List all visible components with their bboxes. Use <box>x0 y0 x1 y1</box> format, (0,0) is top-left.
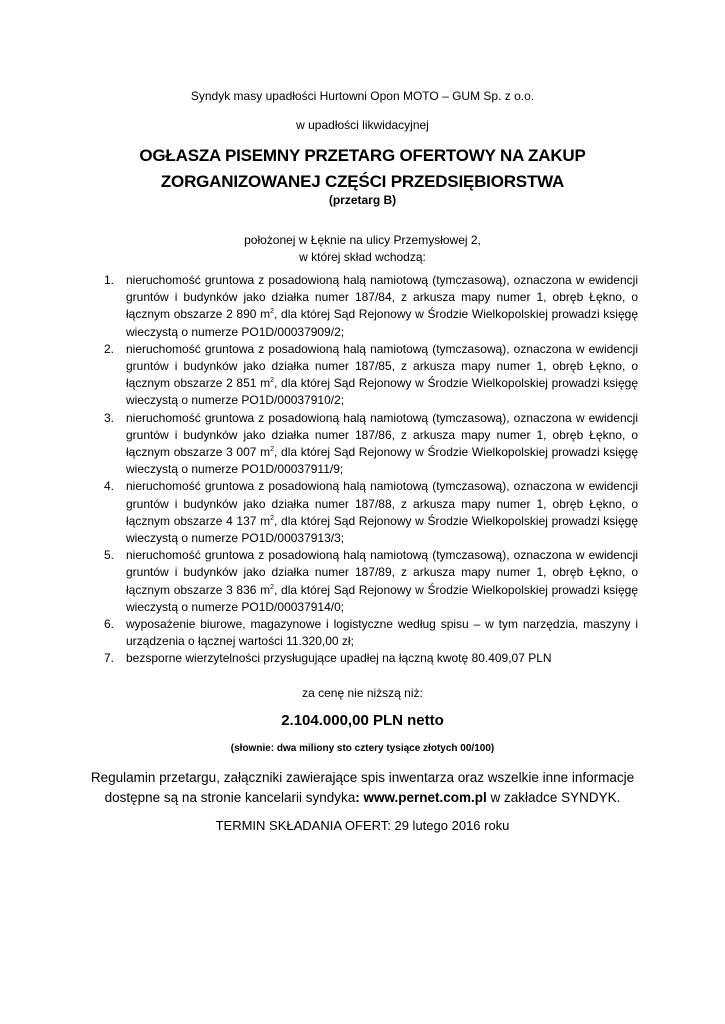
item-text-cont: , dla której Sąd Rejonowy w Środzie Wielkopolskiej prowadzi księgę wieczystą o numerze PO1D/00037911/9; <box>126 445 638 477</box>
list-item <box>104 272 638 341</box>
list-item <box>104 341 638 410</box>
syndyk-line: Syndyk masy upadłości Hurtowni Opon MOTO – GUM Sp. z o.o. <box>190 89 535 103</box>
item-text-cont: , dla której Sąd Rejonowy w Środzie Wielkopolskiej prowadzi księgę wieczystą o numerze PO1D/00037913/3; <box>126 513 638 546</box>
intro <box>0 232 725 266</box>
item-text: nieruchomość gruntowa z posadowioną halą namiotową (tymczasową), oznaczona w ewidencji gruntów i budynków jako działka numer 187/86, z arkusza mapy numer 1, obręb Łękno, o łącznym obszarze 3 007 m <box>126 410 638 460</box>
website-link[interactable]: : www.pernet.com.pl <box>355 790 487 805</box>
price-intro: za cenę nie niższą niż: <box>302 686 423 700</box>
item-text: wyposażenie biurowe, magazynowe i logistyczne według spisu – w tym narzędzia, maszyny i urządzenia o łącznej wartości 11.320,00 zł; <box>126 617 638 649</box>
list-item <box>104 547 638 616</box>
item-sup: 2 <box>270 446 275 454</box>
item-text: nieruchomość gruntowa z posadowioną halą namiotową (tymczasową), oznaczona w ewidencji gruntów i budynków jako działka numer 187/89, z arkusza mapy numer 1, obręb Łękno, o łącznym obszarze 3 836 m <box>126 548 638 597</box>
intro-line-2: w której skład wchodzą: <box>299 250 426 264</box>
item-number: 1. <box>104 273 115 287</box>
item-number: 3. <box>104 410 115 425</box>
item-number: 2. <box>104 341 115 356</box>
asset-list <box>104 272 638 668</box>
page-subtitle: (przetarg B) <box>328 193 397 207</box>
liquidation-line: w upadłości likwidacyjnej <box>296 118 429 132</box>
price-amount: 2.104.000,00 PLN netto <box>281 712 444 729</box>
item-sup: 2 <box>270 308 275 316</box>
item-sup: 2 <box>270 514 275 522</box>
regulamin-line-2 <box>0 788 725 808</box>
item-number: 6. <box>104 617 115 632</box>
offer-deadline: TERMIN SKŁADANIA OFERT: 29 lutego 2016 roku <box>215 818 510 833</box>
list-item <box>104 478 638 547</box>
item-text-cont: , dla której Sąd Rejonowy w Środzie Wielkopolskiej prowadzi księgę wieczystą o numerze PO1D/00037909/2; <box>126 307 638 339</box>
item-sup: 2 <box>270 377 275 385</box>
item-text: bezsporne wierzytelności przysługujące upadłej na łączną kwotę 80.409,07 PLN <box>126 651 552 666</box>
item-text-cont: , dla której Sąd Rejonowy w Środzie Wielkopolskiej prowadzi księgę wieczystą o numerze PO1D/00037914/0; <box>126 582 638 614</box>
regulamin-line-1: Regulamin przetargu, załączniki zawierające spis inwentarza oraz wszelkie inne informacje <box>90 770 635 785</box>
item-text-cont: , dla której Sąd Rejonowy w Środzie Wielkopolskiej prowadzi księgę wieczystą o numerze PO1D/00037910/2; <box>126 376 638 408</box>
page-title <box>0 143 725 195</box>
title-line-1: OGŁASZA PISEMNY PRZETARG OFERTOWY NA ZAKUP <box>139 146 586 165</box>
item-sup: 2 <box>270 583 275 591</box>
list-item <box>104 616 638 650</box>
item-number: 7. <box>104 651 115 666</box>
regulamin-text-end: w zakładce SYNDYK. <box>486 790 621 805</box>
item-text: nieruchomość gruntowa z posadowioną halą namiotową (tymczasową), oznaczona w ewidencji gruntów i budynków jako działka numer 187/85, z arkusza mapy numer 1, obręb Łękno, o łącznym obszarze 2 851 m <box>126 341 638 391</box>
item-text: nieruchomość gruntowa z posadowioną halą namiotową (tymczasową), oznaczona w ewidencji gruntów i budynków jako działka numer 187/88, z arkusza mapy numer 1, obręb Łękno, o łącznym obszarze 4 137 m <box>126 479 638 528</box>
title-line-2: ZORGANIZOWANEJ CZĘŚCI PRZEDSIĘBIORSTWA <box>160 172 565 191</box>
list-item <box>104 410 638 479</box>
regulamin-info <box>0 768 725 808</box>
item-number: 5. <box>104 548 115 563</box>
item-text: nieruchomość gruntowa z posadowioną halą namiotową (tymczasową), oznaczona w ewidencji gruntów i budynków jako działka numer 187/84, z arkusza mapy numer 1, obręb Łękno, o łącznym obszarze 2 890 m <box>126 273 638 322</box>
intro-line-1: położonej w Łęknie na ulicy Przemysłowej 2, <box>244 233 481 247</box>
list-item <box>104 650 638 667</box>
item-number: 4. <box>104 479 115 494</box>
price-in-words: (słownie: dwa miliony sto cztery tysiące złotych 00/100) <box>230 743 495 754</box>
regulamin-text: dostępne są na stronie kancelarii syndyka <box>104 790 356 805</box>
